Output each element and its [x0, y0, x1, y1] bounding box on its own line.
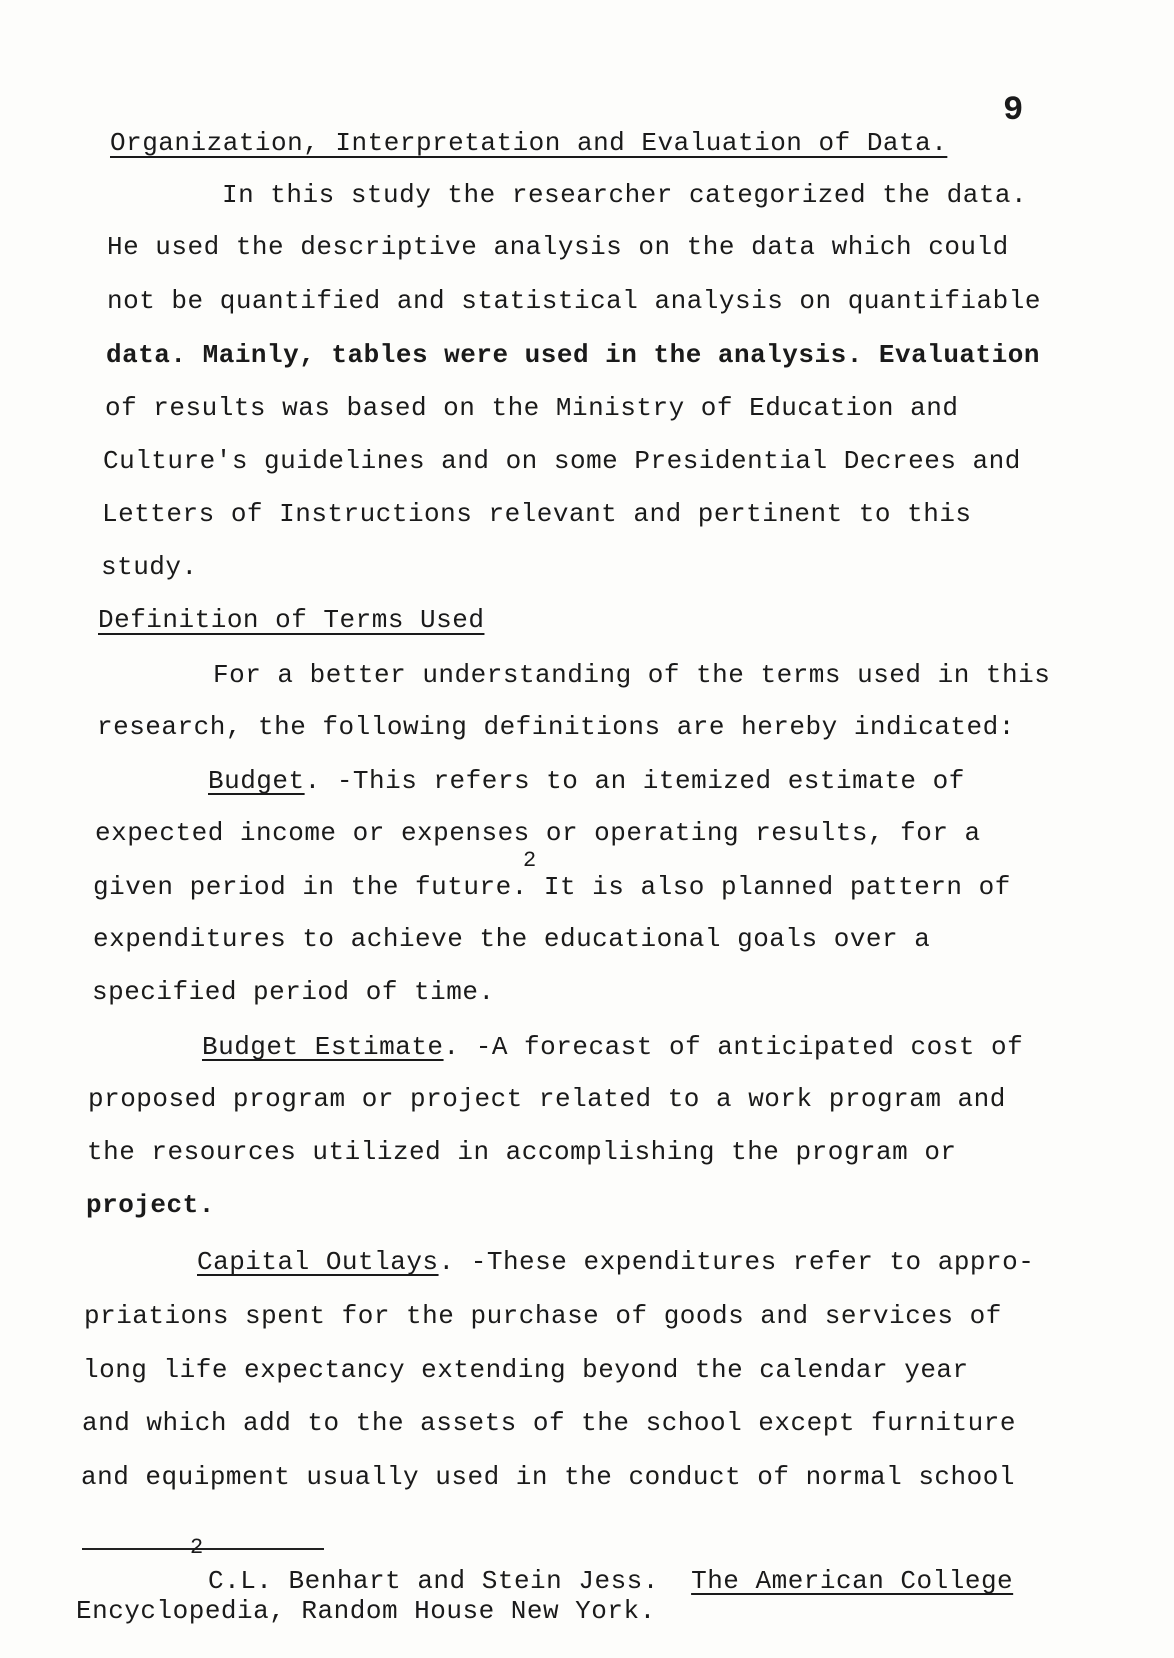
paragraph-line: the resources utilized in accomplishing the program or: [87, 1137, 957, 1167]
section-heading-definitions: Definition of Terms Used: [98, 605, 485, 635]
section-heading-organization: Organization, Interpretation and Evaluation of Data.: [110, 128, 948, 158]
paragraph-line: and equipment usually used in the conduct of normal school: [81, 1462, 1015, 1492]
paragraph-line: priations spent for the purchase of goods and services of: [84, 1301, 1002, 1331]
paragraph-line: For a better understanding of the terms used in this: [213, 660, 1051, 690]
paragraph-line: Culture's guidelines and on some Presidential Decrees and: [103, 446, 1021, 476]
definition-capital-outlays: [197, 1247, 1034, 1277]
paragraph-line: specified period of time.: [92, 977, 495, 1007]
term-capital-outlays: Capital Outlays: [197, 1247, 439, 1277]
paragraph-line: not be quantified and statistical analysis on quantifiable: [107, 286, 1041, 316]
definition-text: . -A forecast of anticipated cost of: [443, 1032, 1024, 1062]
paragraph-line: research, the following definitions are hereby indicated:: [97, 712, 1015, 742]
paragraph-line: study.: [101, 552, 198, 582]
definition-budget-estimate: [202, 1032, 1023, 1062]
paragraph-line: given period in the future. It is also planned pattern of: [93, 872, 1011, 902]
footnote-authors: C.L. Benhart and Stein Jess.: [208, 1566, 659, 1596]
paragraph-line: He used the descriptive analysis on the data which could: [107, 232, 1009, 262]
definition-text: . -These expenditures refer to appro-: [438, 1247, 1035, 1277]
footnote-title: The American College: [691, 1566, 1014, 1596]
footnote-reference: 2: [523, 848, 537, 873]
definition-text: . -This refers to an itemized estimate of: [304, 766, 965, 796]
paragraph-line: of results was based on the Ministry of Education and: [105, 393, 959, 423]
paragraph-line: proposed program or project related to a work program and: [88, 1084, 1006, 1114]
paragraph-line: In this study the researcher categorized the data.: [222, 180, 1028, 210]
paragraph-line: and which add to the assets of the school except furniture: [82, 1408, 1016, 1438]
definition-budget: [208, 766, 965, 796]
term-budget: Budget: [208, 766, 305, 796]
paragraph-line: data. Mainly, tables were used in the analysis. Evaluation: [106, 340, 1040, 370]
paragraph-line: long life expectancy extending beyond the calendar year: [83, 1355, 969, 1385]
paragraph-line: project.: [86, 1190, 215, 1220]
term-budget-estimate: Budget Estimate: [202, 1032, 444, 1062]
paragraph-line: expenditures to achieve the educational goals over a: [93, 924, 931, 954]
footnote-line: [208, 1566, 1013, 1596]
footnote-line: Encyclopedia, Random House New York.: [76, 1596, 656, 1626]
page-number: 9: [1003, 92, 1024, 130]
footnote-number: 2: [190, 1535, 204, 1560]
paragraph-line: Letters of Instructions relevant and pertinent to this: [102, 499, 972, 529]
paragraph-line: expected income or expenses or operating results, for a: [95, 818, 981, 848]
